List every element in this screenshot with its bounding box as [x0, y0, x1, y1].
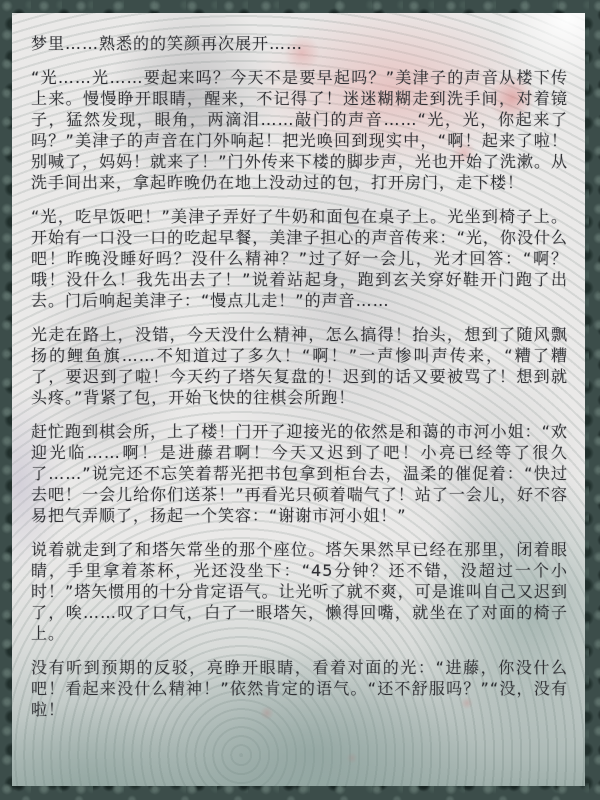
story-paragraph-breakfast: “光，吃早饭吧！”美津子弄好了牛奶和面包在桌子上。光坐到椅子上。开始有一口没一口的吃起早餐，美津子担心的声音传来：“光，你没什么吧！昨晚没睡好吗？没什么精神？”过了好一会儿，光才回答：“啊？哦！没什么！我先出去了！”说着站起身，跑到玄关穿好鞋开门跑了出去。门后响起美津子：“慢点儿走！”的声音…… [31, 207, 568, 310]
story-paragraph-dream: 梦里……熟悉的的笑颜再次展开…… [31, 34, 304, 53]
story-paragraph-touya: 说着就走到了和塔矢常坐的那个座位。塔矢果然早已经在那里，闭着眼睛，手里拿着茶杯，光还没坐下：“45分钟？还不错，没超过一个小时！”塔矢惯用的十分肯定语气。让光听了就不爽，可是谁叫自己又迟到了，唉……叹了口气，白了一眼塔矢，懒得回嘴，就坐在了对面的椅子上。 [31, 540, 568, 643]
story-paragraph-street: 光走在路上，没错，今天没什么精神，怎么搞得！抬头，想到了随风飘扬的鲤鱼旗……不知道过了多久！“啊！”一声惨叫声传来，“糟了糟了，要迟到了啦！今天约了塔矢复盘的！迟到的话又要被骂了！想到就头疼。”背紧了包，开始飞快的往棋会所跑！ [31, 325, 568, 407]
story-paragraph-dialogue: 没有听到预期的反驳，亮睁开眼睛，看着对面的光：“进藤，你没什么吧！看起来没什么精神！”依然肯定的语气。“还不舒服吗？”“没，没有啦！ [31, 658, 568, 719]
watercolor-paper-background [12, 13, 585, 786]
story-paragraph-wakeup: “光……光……要起来吗？今天不是要早起吗？”美津子的声音从楼下传上来。慢慢睁开眼睛，醒来，不记得了！迷迷糊糊走到洗手间，对着镜子，猛然发现，眼角，两滴泪……敲门的声音……“光，光，你起来了吗？”美津子的声音在门外响起！把光唤回到现实中，“啊！起来了啦！别喊了，妈妈！就来了！”门外传来下楼的脚步声，光也开始了洗漱。从洗手间出来，拿起昨晚仍在地上没动过的包，打开房门，走下楼！ [31, 68, 568, 192]
story-text-block [12, 13, 585, 720]
story-paragraph-goclub: 赶忙跑到棋会所，上了楼！门开了迎接光的依然是和蔼的市河小姐：“欢迎光临……啊！是进藤君啊！今天又迟到了吧！小亮已经等了很久了……”说完还不忘笑着帮光把书包拿到柜台去，温柔的催促着：“快过去吧！一会儿给你们送茶！”再看光只硕着喘气了！站了一会儿，好不容易把气弄顺了，扬起一个笑容：“谢谢市河小姐！” [31, 422, 568, 525]
